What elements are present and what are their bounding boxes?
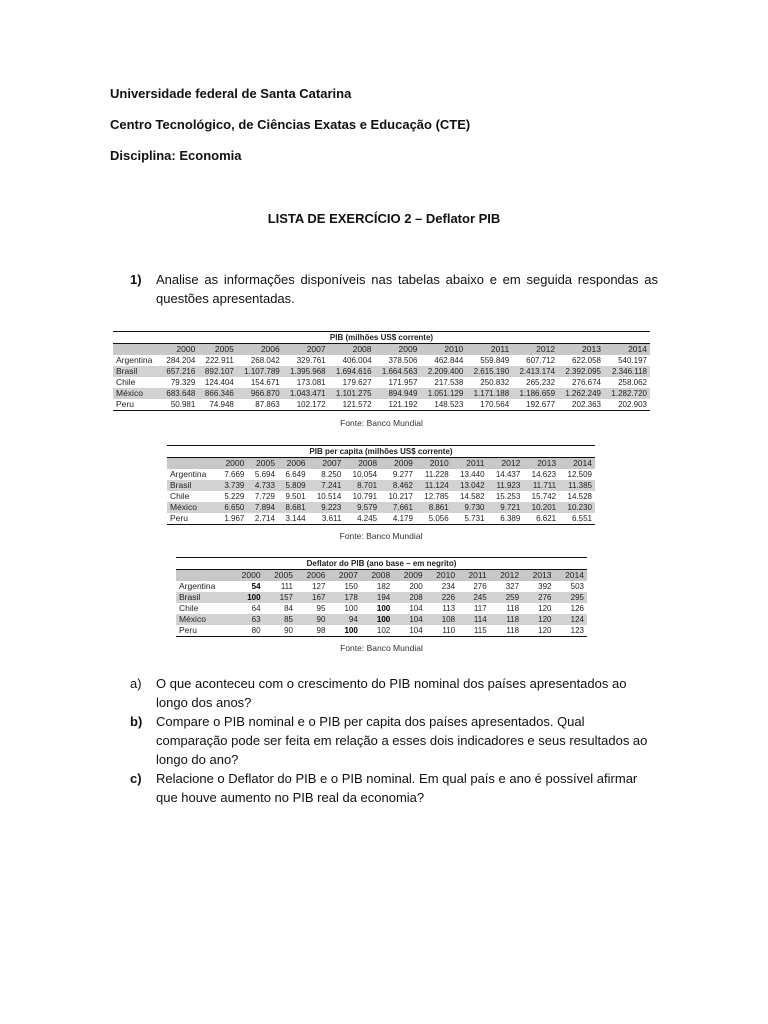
country-label: Argentina	[116, 355, 153, 365]
year-header: 2007	[328, 570, 360, 582]
table-cell: 1.967	[217, 513, 248, 525]
table-row	[176, 625, 587, 637]
year-header: 2006	[278, 458, 309, 470]
table-cell: 100	[376, 604, 391, 613]
table-cell: 268.042	[250, 356, 280, 365]
table-cell: 8.681	[278, 502, 309, 513]
table-cell: 202.363	[558, 399, 604, 411]
year-header: 2013	[523, 458, 559, 470]
table-cell: 6.649	[285, 470, 306, 479]
table-cell: 120	[522, 614, 554, 625]
year-header: 2008	[344, 458, 380, 470]
table-cell: 265.232	[526, 378, 556, 387]
country-label: México	[167, 502, 217, 513]
table-cell: 2.615.190	[466, 366, 512, 377]
question-1-number: 1)	[130, 272, 142, 287]
table-cell: 284.204	[166, 356, 196, 365]
table-cell: 966.870	[237, 388, 283, 399]
table-cell: 90	[264, 625, 296, 637]
table-cell: 148.523	[420, 399, 466, 411]
table-cell: 503	[570, 582, 584, 591]
year-header: 2008	[329, 344, 375, 356]
country-label: Argentina	[179, 581, 216, 591]
table-cell: 100	[361, 614, 393, 625]
table-cell: 1.694.616	[329, 366, 375, 377]
table-cell: 14.582	[460, 492, 485, 501]
table-cell: 6.551	[559, 513, 595, 525]
table-cell: 2.392.095	[558, 366, 604, 377]
table-cell: 10.514	[316, 492, 342, 501]
table-cell: 9.730	[452, 502, 488, 513]
year-header: 2014	[559, 458, 595, 470]
table-cell: 95	[316, 604, 326, 613]
table-cell: 1.101.275	[329, 388, 375, 399]
table-cell: 1.282.720	[604, 388, 650, 399]
year-header: 2005	[247, 458, 278, 470]
question-c	[110, 769, 658, 807]
table-cell: 98	[296, 625, 328, 637]
year-header: 2000	[217, 458, 248, 470]
table-cell: 9.579	[344, 502, 380, 513]
table-cell: 79.329	[170, 378, 196, 387]
country-label: Brasil	[113, 366, 160, 377]
table-cell: 222.911	[205, 356, 234, 365]
table-row	[167, 502, 595, 513]
table-cell: 15.742	[531, 492, 557, 501]
table-cell: 217.538	[434, 378, 464, 387]
table-row	[113, 366, 650, 377]
country-label: Brasil	[167, 480, 217, 491]
table-cell: 74.948	[198, 399, 237, 411]
question-a	[110, 674, 658, 712]
pib-table	[113, 331, 650, 411]
table-corner-cell	[176, 570, 231, 582]
table-cell: 202.903	[604, 399, 650, 411]
table-cell: 14.437	[495, 470, 521, 479]
table-cell: 6.621	[523, 513, 559, 525]
table-cell: 84	[284, 604, 293, 613]
table-cell: 378.506	[388, 356, 418, 365]
table-cell: 111	[280, 582, 293, 591]
table-cell: 683.648	[160, 388, 199, 399]
table-cell: 2.714	[247, 513, 278, 525]
table-cell: 6.650	[217, 502, 248, 513]
table-cell: 157	[264, 592, 296, 603]
year-header: 2007	[309, 458, 345, 470]
table-cell: 1.171.188	[466, 388, 512, 399]
table-cell: 90	[296, 614, 328, 625]
table-cell: 3.611	[309, 513, 345, 525]
question-1-text: Analise as informações disponíveis nas tabelas abaixo e em seguida respondas as questões apresentadas.	[156, 272, 658, 306]
table-cell: 258.062	[618, 378, 647, 387]
year-header: 2000	[160, 344, 199, 356]
table-cell: 540.197	[618, 356, 647, 365]
year-header: 2012	[490, 570, 522, 582]
table-cell: 11.124	[416, 480, 452, 491]
table-title: PIB (milhões US$ corrente)	[113, 332, 650, 344]
table-cell: 80	[231, 625, 263, 637]
table-cell: 1.043.471	[283, 388, 329, 399]
pib-table-source: Fonte: Banco Mundial	[340, 418, 423, 428]
table-cell: 208	[393, 592, 425, 603]
table-cell: 170.564	[466, 399, 512, 411]
year-header: 2006	[296, 570, 328, 582]
table-cell: 9.721	[488, 502, 524, 513]
table-cell: 113	[442, 604, 456, 613]
table-cell: 250.832	[480, 378, 510, 387]
table-cell: 115	[458, 625, 490, 637]
table-cell: 10.201	[523, 502, 559, 513]
table-cell: 866.346	[198, 388, 237, 399]
year-header: 2010	[416, 458, 452, 470]
table-cell: 276.674	[572, 378, 601, 387]
year-header: 2014	[555, 570, 587, 582]
table-cell: 154.671	[250, 378, 280, 387]
table-cell: 11.385	[559, 480, 595, 491]
table-cell: 13.042	[452, 480, 488, 491]
table-row	[167, 491, 595, 502]
table-cell: 11.228	[424, 470, 449, 479]
table-cell: 150	[344, 582, 358, 591]
table-cell: 2.413.174	[512, 366, 558, 377]
country-label: Argentina	[170, 469, 207, 479]
table-cell: 121.572	[329, 399, 375, 411]
table-cell: 108	[426, 614, 458, 625]
year-header: 2014	[604, 344, 650, 356]
question-1	[110, 270, 658, 308]
table-cell: 120	[538, 604, 552, 613]
table-title: PIB per capita (milhões US$ corrente)	[167, 446, 595, 458]
table-cell: 8.701	[344, 480, 380, 491]
table-cell: 104	[393, 625, 425, 637]
table-cell: 5.056	[416, 513, 452, 525]
table-cell: 462.844	[434, 356, 464, 365]
table-cell: 9.277	[392, 470, 413, 479]
table-cell: 13.440	[460, 470, 485, 479]
deflator-table	[176, 557, 587, 637]
table-cell: 327	[505, 582, 520, 591]
table-row	[176, 603, 587, 614]
year-header: 2005	[198, 344, 237, 356]
table-cell: 118	[506, 604, 520, 613]
year-header: 2000	[231, 570, 263, 582]
country-label: México	[176, 614, 231, 625]
table-cell: 179.627	[342, 378, 372, 387]
table-cell: 2.346.118	[604, 366, 650, 377]
table-cell: 126	[570, 604, 584, 613]
year-header: 2013	[558, 344, 604, 356]
year-header: 2009	[375, 344, 421, 356]
table-cell: 194	[361, 592, 393, 603]
table-cell: 104	[409, 604, 423, 613]
question-b	[110, 712, 658, 769]
table-cell: 110	[426, 625, 458, 637]
table-cell: 54	[251, 582, 261, 591]
table-cell: 124	[555, 614, 587, 625]
table-cell: 200	[409, 582, 423, 591]
country-label: Chile	[179, 603, 199, 613]
table-cell: 406.004	[342, 356, 372, 365]
table-row	[167, 480, 595, 491]
center-name: Centro Tecnológico, de Ciências Exatas e Educação (CTE)	[110, 117, 471, 132]
table-cell: 4.733	[247, 480, 278, 491]
table-cell: 104	[393, 614, 425, 625]
table-corner-cell	[113, 344, 160, 356]
country-label: Chile	[170, 491, 190, 501]
table-cell: 234	[441, 582, 456, 591]
table-cell: 182	[376, 582, 391, 591]
table-cell: 559.849	[480, 356, 510, 365]
country-label: México	[113, 388, 160, 399]
exercise-title: LISTA DE EXERCÍCIO 2 – Deflator PIB	[267, 211, 501, 226]
year-header: 2011	[452, 458, 488, 470]
table-row	[113, 355, 650, 366]
pib-per-capita-table-source: Fonte: Banco Mundial	[339, 531, 423, 541]
table-cell: 3.739	[217, 480, 248, 491]
table-cell: 276	[473, 582, 487, 591]
table-cell: 10.054	[352, 470, 378, 479]
table-cell: 85	[264, 614, 296, 625]
table-cell: 15.253	[495, 492, 521, 501]
table-cell: 124.404	[204, 378, 234, 387]
year-header: 2005	[264, 570, 296, 582]
table-cell: 14.623	[531, 470, 557, 479]
question-b-label: b)	[130, 714, 143, 729]
table-cell: 1.186.659	[512, 388, 558, 399]
table-cell: 102	[361, 625, 393, 637]
year-header: 2010	[420, 344, 466, 356]
table-cell: 8.462	[380, 480, 416, 491]
table-cell: 894.949	[375, 388, 421, 399]
table-row	[176, 581, 587, 592]
table-cell: 1.262.249	[558, 388, 604, 399]
table-cell: 121.192	[375, 399, 421, 411]
table-cell: 7.729	[254, 492, 275, 501]
question-b-text: Compare o PIB nominal e o PIB per capita dos países apresentados. Qual comparação pode ser feita em relação a esses dois indicadores e seus resultados ao longo do ano?	[156, 714, 648, 767]
country-label: Peru	[167, 513, 217, 525]
table-row	[113, 399, 650, 411]
table-cell: 392	[538, 582, 552, 591]
table-cell: 50.981	[160, 399, 199, 411]
question-a-text: O que aconteceu com o crescimento do PIB nominal dos países apresentados ao longo dos anos?	[156, 676, 627, 710]
table-cell: 9.501	[285, 492, 306, 501]
table-cell: 102.172	[283, 399, 329, 411]
table-row	[167, 513, 595, 525]
table-cell: 276	[522, 592, 554, 603]
table-cell: 7.894	[247, 502, 278, 513]
table-cell: 100	[344, 604, 358, 613]
table-cell: 178	[328, 592, 360, 603]
table-cell: 118	[490, 614, 522, 625]
table-cell: 7.669	[224, 470, 245, 479]
table-cell: 11.923	[488, 480, 524, 491]
table-cell: 171.957	[388, 378, 418, 387]
table-cell: 10.791	[352, 492, 378, 501]
table-cell: 892.107	[198, 366, 237, 377]
table-cell: 173.081	[296, 378, 326, 387]
year-header: 2008	[361, 570, 393, 582]
table-cell: 259	[490, 592, 522, 603]
table-row	[167, 469, 595, 480]
deflator-table-source: Fonte: Banco Mundial	[340, 643, 423, 653]
table-cell: 8.861	[416, 502, 452, 513]
table-cell: 5.731	[452, 513, 488, 525]
year-header: 2006	[237, 344, 283, 356]
table-cell: 329.761	[296, 356, 326, 365]
university-name: Universidade federal de Santa Catarina	[110, 86, 352, 101]
questions-list	[110, 674, 658, 807]
table-cell: 114	[458, 614, 490, 625]
year-header: 2010	[426, 570, 458, 582]
table-cell: 1.051.129	[420, 388, 466, 399]
table-cell: 7.241	[309, 480, 345, 491]
table-cell: 64	[251, 604, 261, 613]
pib-per-capita-table	[167, 445, 595, 525]
year-header: 2012	[512, 344, 558, 356]
year-header: 2013	[522, 570, 554, 582]
table-cell: 657.216	[160, 366, 199, 377]
table-cell: 123	[555, 625, 587, 637]
table-cell: 295	[555, 592, 587, 603]
table-cell: 12.785	[424, 492, 449, 501]
table-cell: 12.509	[567, 470, 592, 479]
table-cell: 4.179	[380, 513, 416, 525]
country-label: Chile	[116, 377, 136, 387]
table-cell: 117	[473, 604, 487, 613]
table-cell: 226	[426, 592, 458, 603]
year-header: 2012	[488, 458, 524, 470]
table-cell: 622.058	[572, 356, 601, 365]
table-cell: 7.661	[380, 502, 416, 513]
country-label: Peru	[176, 625, 231, 637]
table-cell: 5.809	[278, 480, 309, 491]
table-corner-cell	[167, 458, 217, 470]
table-cell: 8.250	[321, 470, 342, 479]
table-cell: 3.144	[278, 513, 309, 525]
table-cell: 10.217	[388, 492, 413, 501]
question-c-label: c)	[130, 771, 142, 786]
table-cell: 607.712	[526, 356, 556, 365]
table-row	[176, 592, 587, 603]
table-cell: 245	[458, 592, 490, 603]
year-header: 2007	[283, 344, 329, 356]
table-row	[176, 614, 587, 625]
table-cell: 14.528	[567, 492, 592, 501]
table-cell: 127	[312, 582, 326, 591]
table-row	[113, 388, 650, 399]
table-cell: 4.245	[344, 513, 380, 525]
table-cell: 118	[490, 625, 522, 637]
table-row	[113, 377, 650, 388]
table-cell: 87.863	[237, 399, 283, 411]
country-label: Peru	[113, 399, 160, 411]
year-header: 2009	[380, 458, 416, 470]
question-a-label: a)	[130, 676, 142, 691]
table-cell: 5.229	[224, 492, 245, 501]
table-cell: 100	[231, 592, 263, 603]
table-cell: 9.223	[309, 502, 345, 513]
table-title: Deflator do PIB (ano base – em negrito)	[176, 558, 587, 570]
table-cell: 100	[328, 625, 360, 637]
table-cell: 167	[296, 592, 328, 603]
question-c-text: Relacione o Deflator do PIB e o PIB nominal. Em qual país e ano é possível afirmar que houve aumento no PIB real da economia?	[156, 771, 638, 805]
table-cell: 94	[328, 614, 360, 625]
table-cell: 63	[231, 614, 263, 625]
year-header: 2011	[466, 344, 512, 356]
table-cell: 120	[522, 625, 554, 637]
year-header: 2011	[458, 570, 490, 582]
table-cell: 1.395.968	[283, 366, 329, 377]
table-cell: 10.230	[559, 502, 595, 513]
table-cell: 5.694	[254, 470, 275, 479]
discipline-name: Disciplina: Economia	[110, 148, 242, 163]
country-label: Brasil	[176, 592, 231, 603]
table-cell: 6.389	[488, 513, 524, 525]
year-header: 2009	[393, 570, 425, 582]
table-cell: 1.107.789	[237, 366, 283, 377]
table-cell: 1.664.563	[375, 366, 421, 377]
table-cell: 11.711	[523, 480, 559, 491]
table-cell: 2.209.400	[420, 366, 466, 377]
table-cell: 192.677	[512, 399, 558, 411]
